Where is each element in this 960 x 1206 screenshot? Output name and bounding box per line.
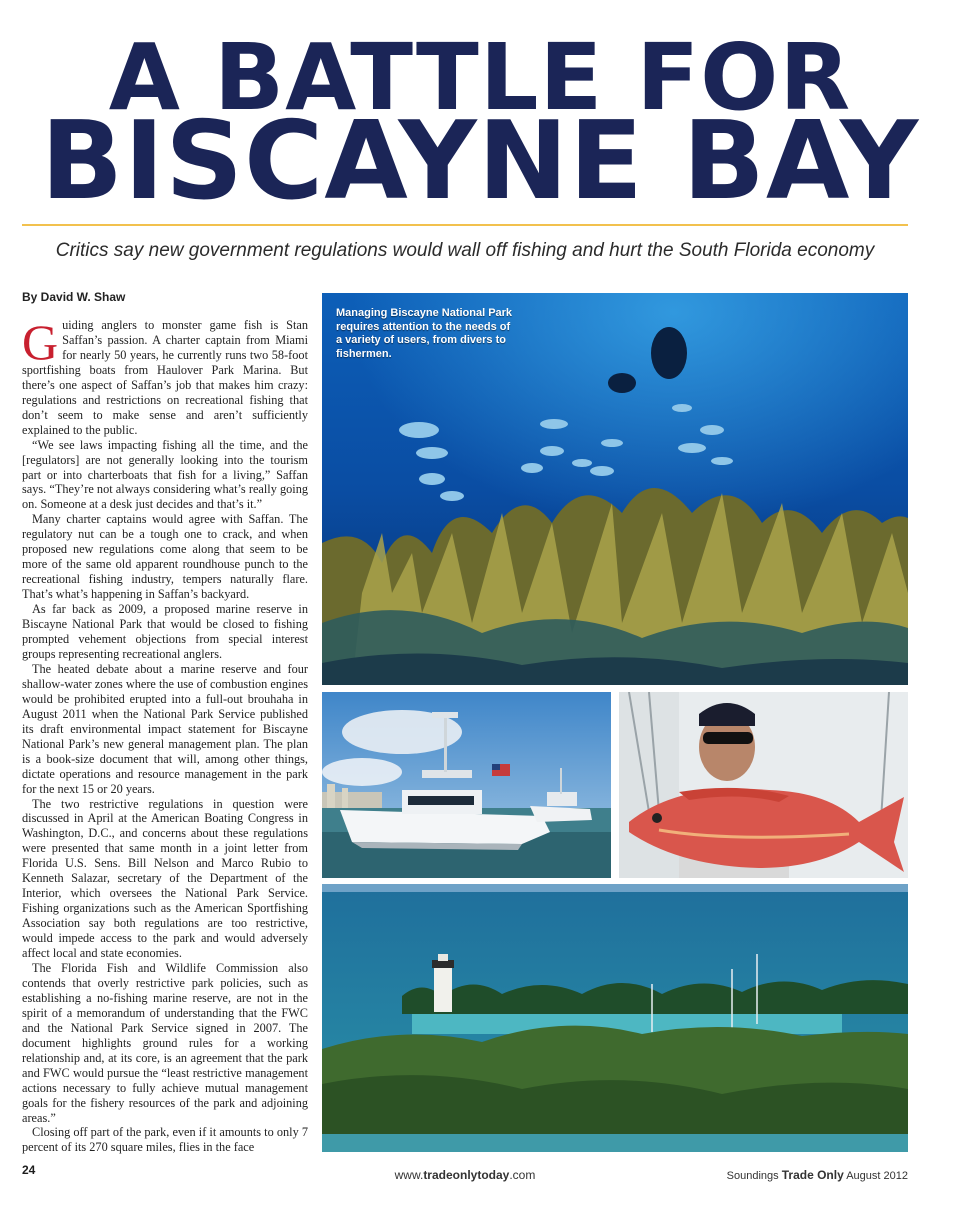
url-prefix: www. <box>394 1168 424 1182</box>
lighthouse-island-photo <box>322 884 908 1152</box>
byline: By David W. Shaw <box>22 290 126 304</box>
article-paragraph: The two restrictive regulations in question were discussed in April at the American Boating Congress in Washington, D.C., and concerns about these regulations were presented that same month in a joint letter from Florida U.S. Sens. Bill Nelson and Marco Rubio to Kenneth Salazar, secretary of the Department of the Interior, which oversees the National Park Service. Fishing organizations such as the American Sportfishing Association say both regulations are too restrictive, would impede access to the park and would adversely affect local and state economies. <box>22 796 308 961</box>
headline-divider <box>22 224 908 226</box>
article-paragraph: “We see laws impacting fishing all the time, and the [regulators] are not generally looking into the tourism part or into charterboats that fish for a living,” Saffan says. “They’re not always considering what’s really going on. Someone at a desk just decides and that’s it.” <box>22 437 308 512</box>
url-suffix: .com <box>509 1168 536 1182</box>
article-paragraph: Many charter captains would agree with Saffan. The regulatory nut can be a tough one to crack, and when proposed new regulations come along that seem to be more of the same old apparent roundhouse punch to the recreational fishing industry, tempers naturally flare. That’s what’s happening in Saffan’s backyard. <box>22 512 308 602</box>
headline-line-2: BISCAYNE BAY <box>40 99 920 224</box>
article-paragraph: The Florida Fish and Wildlife Commission also contends that overly restrictive park policies, such as establishing a no-fishing marine reserve, are not in the spirit of a memorandum of understanding that the FWC and the National Park Service signed in 2007. The document highlights ground rules for a working relationship and, at its core, is an agreement that the park and FWC would pursue the “least restrictive management actions necessary to fully achieve mutual management goals for the fishery resources of the park and adjoining areas.” <box>22 960 308 1125</box>
deck-subtitle: Critics say new government regulations would wall off fishing and hurt the South Florida economy <box>55 240 875 261</box>
paragraph-text: uiding anglers to monster game fish is Stan Saffan’s passion. A charter captain from Miami for nearly 50 years, he currently runs two 58-foot sportfishing boats from Haulover Park Marina. But there’s one aspect of Saffan’s job that makes him crazy: regulations and restrictions on recreational fishing that don’t seem to make sense and aren’t sufficiently explained to the public. <box>22 318 308 437</box>
photo-caption: Managing Biscayne National Park requires attention to the needs of a variety of users, from divers to fishermen. <box>336 307 513 360</box>
article-paragraph: Closing off part of the park, even if it amounts to only 7 percent of its 270 square miles, flies in the face <box>22 1125 308 1154</box>
angler-with-snapper-photo <box>619 692 908 878</box>
article-paragraph <box>22 318 308 438</box>
reef-diver-photo <box>322 293 908 685</box>
article-paragraph: As far back as 2009, a proposed marine reserve in Biscayne National Park that would be closed to fishing prompted vehement objections from special interest groups representing recreational anglers. <box>22 602 308 661</box>
issue-date: August 2012 <box>846 1170 908 1182</box>
magazine-name: Trade Only <box>781 1168 844 1182</box>
url-domain: tradeonlytoday <box>423 1168 510 1182</box>
sportfishing-boats-photo <box>322 692 611 878</box>
page-number: 24 <box>22 1163 36 1177</box>
magazine-prefix: Soundings <box>726 1170 779 1182</box>
footer-magazine <box>727 1168 908 1182</box>
headline-line-1: A BATTLE FOR <box>108 24 852 131</box>
article-paragraph: The heated debate about a marine reserve and four shallow-water zones where the use of combustion engines would be prohibited erupted into a full-out brouhaha in August 2011 when the National Park Service published its draft environmental impact statement for Biscayne National Park’s new general management plan. The plan is a book-size document that will, among other things, dictate operations and resource management in the park for the next 15 or 20 years. <box>22 661 308 796</box>
drop-cap: G <box>22 318 59 370</box>
article-body <box>22 318 308 1154</box>
